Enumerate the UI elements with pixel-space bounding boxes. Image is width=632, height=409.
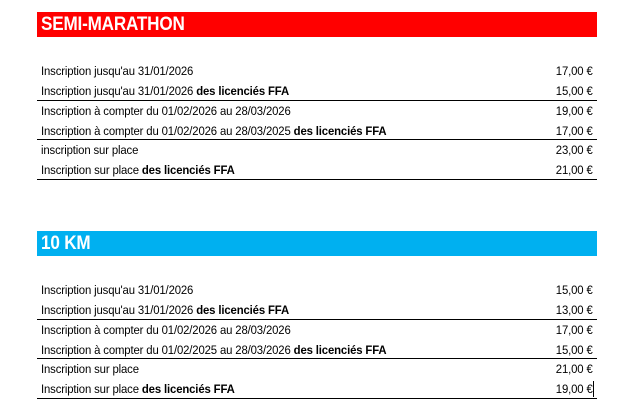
price-row-label: Inscription à compter du 01/02/2026 au 28/03/2026 bbox=[41, 322, 291, 337]
price-value: 21,00 € bbox=[556, 362, 593, 377]
price-value: 13,00 € bbox=[556, 303, 593, 317]
price-row-label: Inscription sur place des licenciés FFA bbox=[41, 382, 235, 397]
ten-km-section bbox=[37, 231, 597, 397]
price-row[interactable] bbox=[37, 359, 597, 379]
price-row-label: Inscription sur place bbox=[41, 362, 139, 377]
price-row-label: Inscription à compter du 01/02/2025 au 28/03/2026 des licenciés FFA bbox=[41, 342, 387, 357]
price-value: 17,00 € bbox=[556, 123, 593, 138]
semi-marathon-section bbox=[37, 12, 597, 178]
price-row-label: Inscription sur place des licenciés FFA bbox=[41, 163, 235, 178]
price-row[interactable] bbox=[37, 379, 597, 399]
price-row-label: Inscription à compter du 01/02/2026 au 28/03/2026 bbox=[41, 103, 291, 118]
price-row[interactable] bbox=[37, 320, 597, 340]
price-row[interactable] bbox=[37, 340, 597, 360]
ten-km-price-table bbox=[37, 280, 597, 399]
price-row[interactable] bbox=[37, 61, 597, 81]
price-value: 15,00 € bbox=[556, 283, 593, 297]
semi-marathon-header[interactable]: SEMI-MARATHON bbox=[37, 12, 597, 37]
price-row-label: Inscription à compter du 01/02/2026 au 28/03/2025 des licenciés FFA bbox=[41, 123, 387, 138]
price-row-label: Inscription jusqu'au 31/01/2026 des licenciés FFA bbox=[41, 303, 289, 317]
price-value: 23,00 € bbox=[556, 143, 593, 158]
price-row[interactable] bbox=[37, 121, 597, 141]
price-row[interactable] bbox=[37, 140, 597, 160]
semi-marathon-price-table bbox=[37, 61, 597, 180]
price-value: 21,00 € bbox=[556, 163, 593, 178]
price-value: 19,00 € bbox=[556, 103, 593, 118]
text-cursor bbox=[593, 381, 594, 397]
price-row[interactable] bbox=[37, 160, 597, 180]
price-row[interactable] bbox=[37, 300, 597, 320]
price-value: 15,00 € bbox=[556, 342, 593, 357]
price-row-label: Inscription jusqu'au 31/01/2026 des licenciés FFA bbox=[41, 84, 289, 98]
price-row[interactable] bbox=[37, 81, 597, 101]
price-row-label: inscription sur place bbox=[41, 143, 139, 158]
price-value: 17,00 € bbox=[556, 64, 593, 78]
price-value: 19,00 € bbox=[556, 382, 593, 397]
price-row[interactable] bbox=[37, 101, 597, 121]
price-row-label: Inscription jusqu'au 31/01/2026 bbox=[41, 283, 194, 297]
price-value: 15,00 € bbox=[556, 84, 593, 98]
price-value: 17,00 € bbox=[556, 322, 593, 337]
price-row[interactable] bbox=[37, 280, 597, 300]
ten-km-header[interactable]: 10 KM bbox=[37, 231, 597, 256]
price-row-label: Inscription jusqu'au 31/01/2026 bbox=[41, 64, 194, 78]
